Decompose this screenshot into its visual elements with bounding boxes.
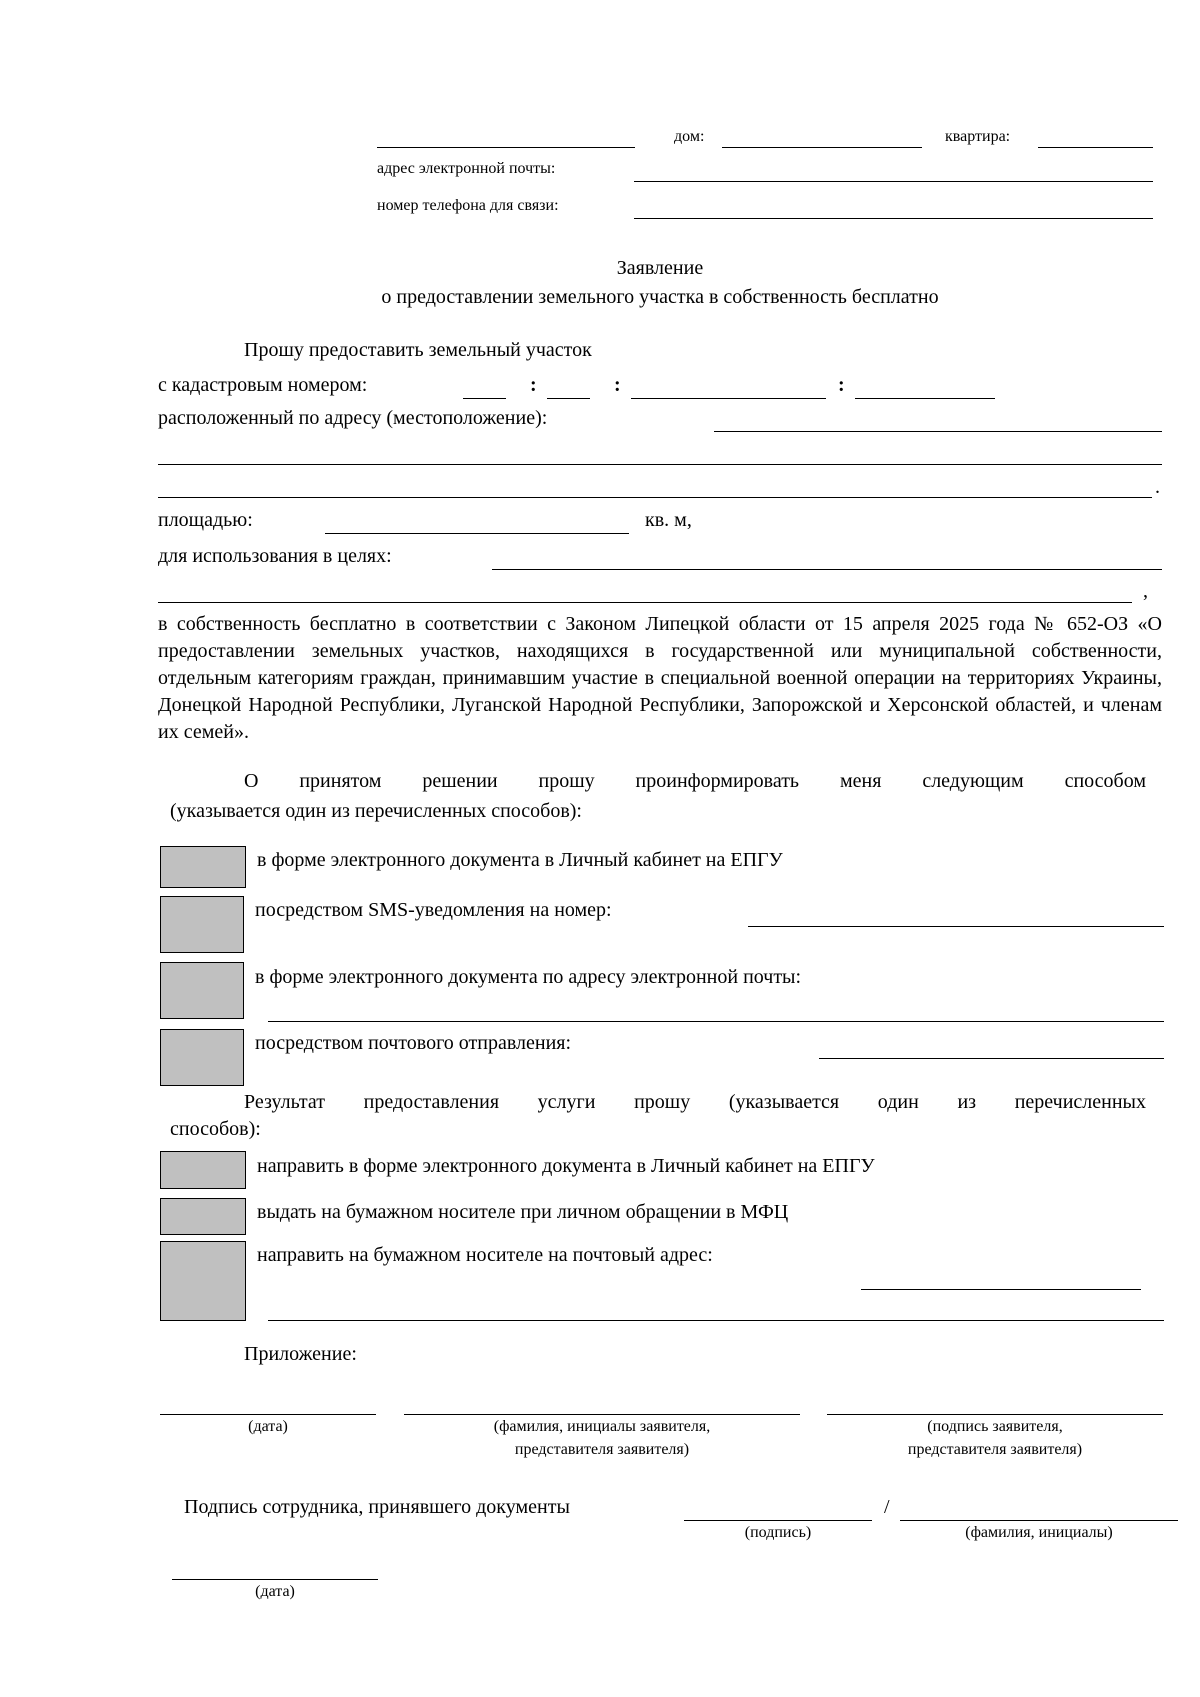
phone-line[interactable]	[634, 218, 1153, 219]
fio-caption: (фамилия, инициалы)	[965, 1524, 1113, 1541]
email-address-line[interactable]	[268, 1021, 1164, 1022]
result-option-1-checkbox[interactable]	[160, 1151, 246, 1189]
cadastral-label: с кадастровым номером:	[158, 374, 368, 396]
sign-caption-1: (подпись заявителя,	[927, 1418, 1063, 1435]
date-line[interactable]	[160, 1414, 376, 1415]
inform-option-3-label: в форме электронного документа по адресу электронной почты:	[255, 966, 802, 988]
inform-option-3-checkbox[interactable]	[160, 962, 244, 1019]
applicant-name-line[interactable]	[404, 1414, 800, 1415]
cadastral-colon-2: :	[614, 374, 621, 396]
employee-name-line[interactable]	[900, 1520, 1178, 1521]
inform-intro: О принятом решении прошу проинформировать меня следующим способом	[244, 770, 1146, 792]
result-intro-cont: способов):	[170, 1118, 261, 1140]
email-line[interactable]	[634, 181, 1153, 182]
cadastral-part-1[interactable]	[463, 398, 506, 399]
phone-label: номер телефона для связи:	[377, 197, 559, 214]
request-intro: Прошу предоставить земельный участок	[244, 339, 592, 361]
inform-note: (указывается один из перечисленных способов):	[170, 800, 582, 822]
cadastral-part-4[interactable]	[855, 398, 995, 399]
apartment-label: квартира:	[945, 128, 1011, 145]
purpose-line-2[interactable]	[158, 602, 1132, 603]
purpose-comma: ,	[1143, 580, 1148, 602]
apartment-line[interactable]	[1038, 147, 1153, 148]
inform-option-1-checkbox[interactable]	[160, 846, 246, 888]
purpose-label: для использования в целях:	[158, 545, 392, 567]
area-unit: кв. м,	[645, 509, 692, 531]
inform-option-2-label: посредством SMS-уведомления на номер:	[255, 899, 612, 921]
email-label: адрес электронной почты:	[377, 160, 556, 177]
inform-option-1-label: в форме электронного документа в Личный кабинет на ЕПГУ	[257, 849, 783, 871]
area-label: площадью:	[158, 509, 253, 531]
name-caption-1: (фамилия, инициалы заявителя,	[493, 1418, 711, 1435]
document-subtitle: о предоставлении земельного участка в собственность бесплатно	[381, 286, 939, 308]
postal-address-line-1[interactable]	[861, 1289, 1141, 1290]
sms-number-line[interactable]	[748, 926, 1164, 927]
purpose-line-1[interactable]	[492, 569, 1162, 570]
cadastral-part-3[interactable]	[631, 398, 826, 399]
address-line-1[interactable]	[714, 431, 1162, 432]
area-line[interactable]	[325, 533, 629, 534]
result-option-1-label: направить в форме электронного документа в Личный кабинет на ЕПГУ	[257, 1155, 875, 1177]
postal-address-line-2[interactable]	[268, 1320, 1164, 1321]
applicant-signature-line[interactable]	[827, 1414, 1163, 1415]
house-line[interactable]	[722, 147, 922, 148]
employee-date-caption: (дата)	[255, 1583, 295, 1600]
postal-line[interactable]	[819, 1058, 1164, 1059]
date-caption: (дата)	[248, 1418, 288, 1435]
address-period: .	[1155, 476, 1160, 498]
address-line-3[interactable]	[158, 497, 1152, 498]
result-option-2-label: выдать на бумажном носителе при личном обращении в МФЦ	[257, 1201, 789, 1223]
attachment-label: Приложение:	[244, 1343, 357, 1365]
cadastral-part-2[interactable]	[547, 398, 590, 399]
result-intro: Результат предоставления услуги прошу (указывается один из перечисленных	[244, 1091, 1146, 1113]
employee-signature-line[interactable]	[684, 1520, 872, 1521]
law-paragraph: в собственность бесплатно в соответствии с Законом Липецкой области от 15 апреля 2025 года № 652-ОЗ «О предоставлении земельных участков, находящихся в государственной или муниципальной собственности, отдельным категориям граждан, принимавшим участие в специальной военной операции на территориях Украины, Донецкой Народной Республики, Луганской Народной Республики, Запорожской и Херсонской областей, и членам их семей».	[158, 613, 1162, 743]
inform-option-4-label: посредством почтового отправления:	[255, 1032, 572, 1054]
cadastral-colon-3: :	[838, 374, 845, 396]
slash-separator: /	[884, 1496, 890, 1518]
inform-option-4-checkbox[interactable]	[160, 1029, 244, 1086]
street-line[interactable]	[377, 147, 635, 148]
address-line-2[interactable]	[158, 464, 1162, 465]
document-title: Заявление	[616, 257, 704, 279]
cadastral-colon-1: :	[530, 374, 537, 396]
inform-option-2-checkbox[interactable]	[160, 896, 244, 953]
name-caption-2: представителя заявителя)	[514, 1441, 690, 1458]
result-option-3-checkbox[interactable]	[160, 1241, 246, 1321]
sign-caption-2: представителя заявителя)	[907, 1441, 1083, 1458]
house-label: дом:	[674, 128, 705, 145]
signature-caption: (подпись)	[744, 1524, 812, 1541]
result-option-3-label: направить на бумажном носителе на почтовый адрес:	[257, 1244, 713, 1266]
address-label: расположенный по адресу (местоположение):	[158, 407, 548, 429]
employee-signature-label: Подпись сотрудника, принявшего документы	[184, 1496, 570, 1518]
employee-date-line[interactable]	[172, 1579, 378, 1580]
result-option-2-checkbox[interactable]	[160, 1198, 246, 1235]
